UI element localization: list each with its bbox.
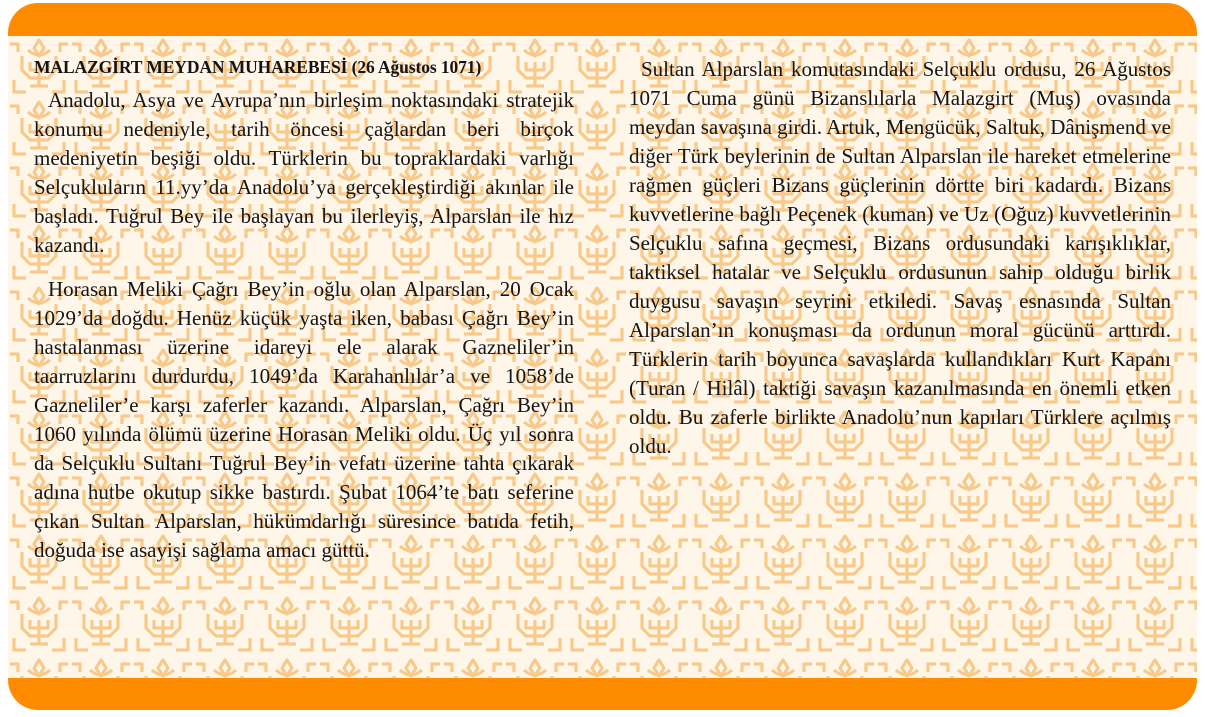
left-column <box>34 55 574 580</box>
paragraph-battle: Sultan Alparslan komutasındaki Selçuklu ordusu, 26 Ağustos 1071 Cuma günü Bizanslılarla Malazgirt (Muş) ovasında meydan savaşına girdi. Artuk, Mengücük, Saltuk, Dânişmend ve diğer Türk beylerinin de Sultan Alparslan ile hareket etmelerine rağmen güçleri Bizans güçlerinin dörtte biri kadardı. Bizans kuvvetlerine bağlı Peçenek (kuman) ve Uz (Oğuz) kuvvetlerinin Selçuklu safına geçmesi, Bizans ordusundaki karışıklıklar, taktiksel hatalar ve Selçuklu ordusunun sahip olduğu birlik duygusu savaşın seyrini etkiledi. Savaş esnasında Sultan Alparslan’ın konuşması da ordunun moral gücünü arttırdı. Türklerin tarih boyunca savaşlarda kullandıkları Kurt Kapanı (Turan / Hilâl) taktiği savaşın kazanılmasında en önemli etken oldu. Bu zaferle birlikte Anadolu’nun kapıları Türklere açılmış oldu. <box>629 57 1171 458</box>
right-column <box>629 55 1171 461</box>
article-title: MALAZGİRT MEYDAN MUHAREBESİ (26 Ağustos 1071) <box>34 57 482 77</box>
paragraph-anatolia: Anadolu, Asya ve Avrupa’nın birleşim noktasındaki stratejik konumu nedeniyle, tarih öncesi çağlardan beri birçok medeniyetin beşiği oldu. Türklerin bu topraklardaki varlığı Selçukluların 11.yy’da Anadolu’ya gerçekleştirdiği akınlar ile başladı. Tuğrul Bey ile başlayan bu ilerleyiş, Alparslan ile hız kazandı. <box>34 88 574 257</box>
orange-frame <box>8 3 1197 710</box>
paragraph-alparslan: Horasan Meliki Çağrı Bey’in oğlu olan Alparslan, 20 Ocak 1029’da doğdu. Henüz küçük yaşta iken, babası Çağrı Bey’in hastalanması üzerine idareyi ele alarak Gazneliler’in taarruzlarını durdurdu, 1049’da Karahanlılar’a ve 1058’de Gazneliler’e karşı zaferler kazandı. Alparslan, Çağrı Bey’in 1060 yılında ölümü üzerine Horasan Meliki oldu. Üç yıl sonra da Selçuklu Sultanı Tuğrul Bey’in vefatı üzerine tahta çıkarak adına hutbe okutup sikke bastırdı. Şubat 1064’te batı seferine çıkan Sultan Alparslan, hükümdarlığı süresince batıda fetih, doğuda ise asayişi sağlama amacı güttü. <box>34 277 574 562</box>
content-panel <box>8 36 1197 678</box>
